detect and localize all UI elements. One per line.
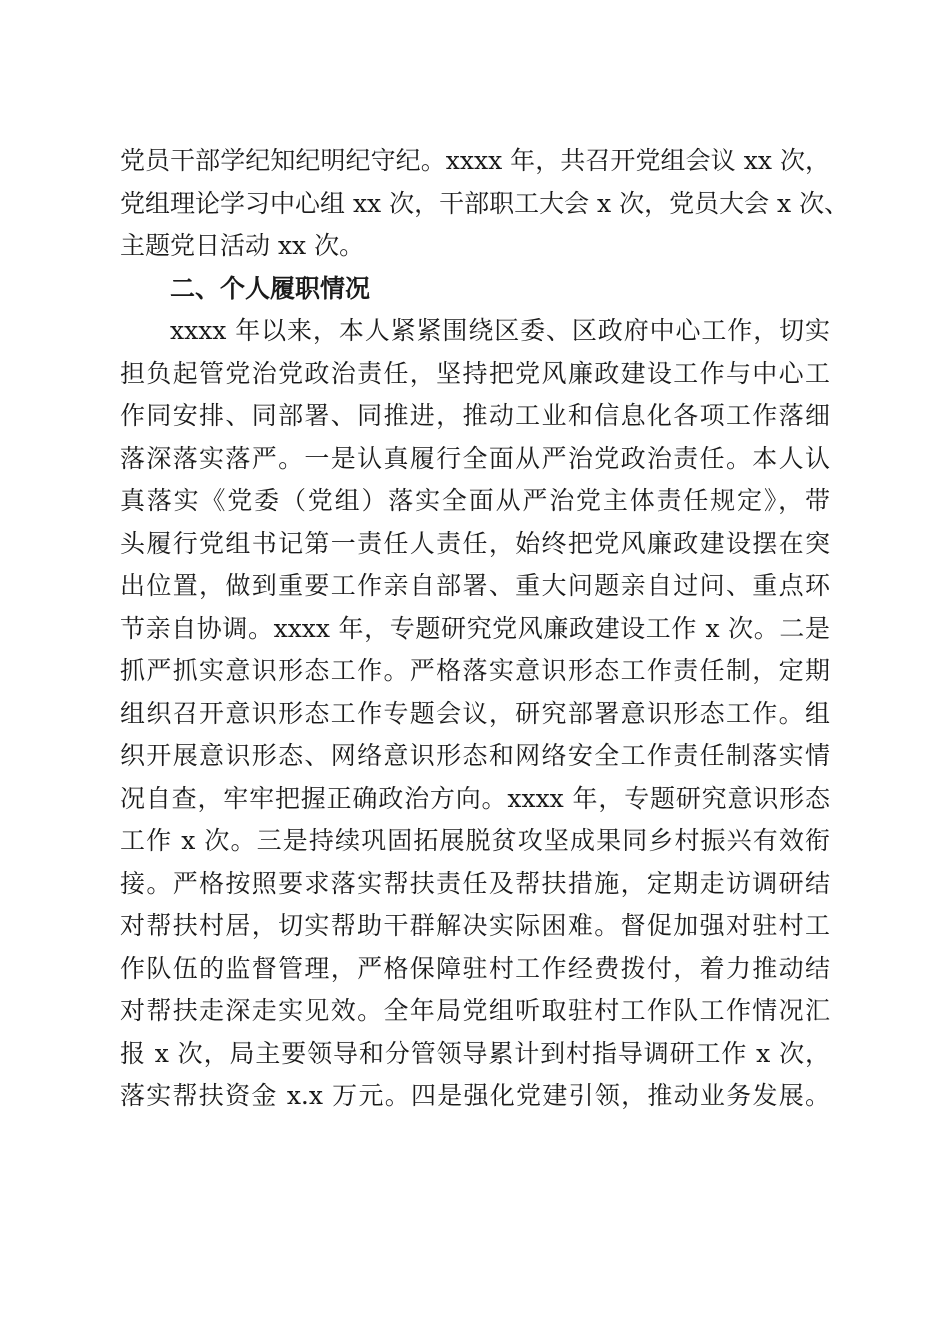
text-line: 对帮扶走深走实见效。全年局党组听取驻村工作队工作情况汇 (120, 996, 830, 1025)
text-line: xxxx 年以来，本人紧紧围绕区委、区政府中心工作，切实 (170, 316, 830, 345)
text-line: 况自查，牢牢把握正确政治方向。xxxx 年，专题研究意识形态 (120, 783, 830, 813)
text-line: 党员干部学纪知纪明纪守纪。xxxx 年，共召开党组会议 xx 次， (120, 146, 830, 175)
text-line: 工作 x 次。三是持续巩固拓展脱贫攻坚成果同乡村振兴有效衔 (120, 826, 830, 855)
text-line: 担负起管党治党政治责任，坚持把党风廉政建设工作与中心工 (120, 358, 830, 388)
text-line: 织开展意识形态、网络意识形态和网络安全工作责任制落实情 (120, 741, 830, 770)
text-line: 抓严抓实意识形态工作。严格落实意识形态工作责任制，定期 (120, 656, 830, 685)
text-line: 节亲自协调。xxxx 年，专题研究党风廉政建设工作 x 次。二是 (120, 613, 830, 643)
text-line: 组织召开意识形态工作专题会议，研究部署意识形态工作。组 (120, 698, 830, 728)
section-heading: 二、个人履职情况 (170, 273, 371, 303)
paragraph-personal-duties (120, 310, 830, 1118)
text-line: 报 x 次，局主要领导和分管领导累计到村指导调研工作 x 次， (120, 1038, 830, 1068)
text-line: 作队伍的监督管理，严格保障驻村工作经费拨付，着力推动结 (120, 953, 830, 983)
text-line: 出位置，做到重要工作亲自部署、重大问题亲自过问、重点环 (120, 571, 830, 600)
text-line: 主题党日活动 xx 次。 (120, 231, 365, 260)
text-line: 党组理论学习中心组 xx 次，干部职工大会 x 次，党员大会 x 次、 (120, 188, 850, 218)
text-line: 真落实《党委（党组）落实全面从严治党主体责任规定》，带 (120, 486, 830, 515)
paragraph-party-meetings (120, 140, 850, 268)
text-line: 头履行党组书记第一责任人责任，始终把党风廉政建设摆在突 (120, 528, 830, 558)
text-line: 作同安排、同部署、同推进，推动工业和信息化各项工作落细 (120, 401, 830, 430)
text-line: 落深落实落严。一是认真履行全面从严治党政治责任。本人认 (120, 443, 830, 473)
text-line: 接。严格按照要求落实帮扶责任及帮扶措施，定期走访调研结 (120, 868, 830, 898)
text-line: 对帮扶村居，切实帮助干群解决实际困难。督促加强对驻村工 (120, 911, 830, 940)
text-line: 落实帮扶资金 x.x 万元。四是强化党建引领，推动业务发展。 (120, 1081, 830, 1110)
document-body (120, 140, 850, 1118)
